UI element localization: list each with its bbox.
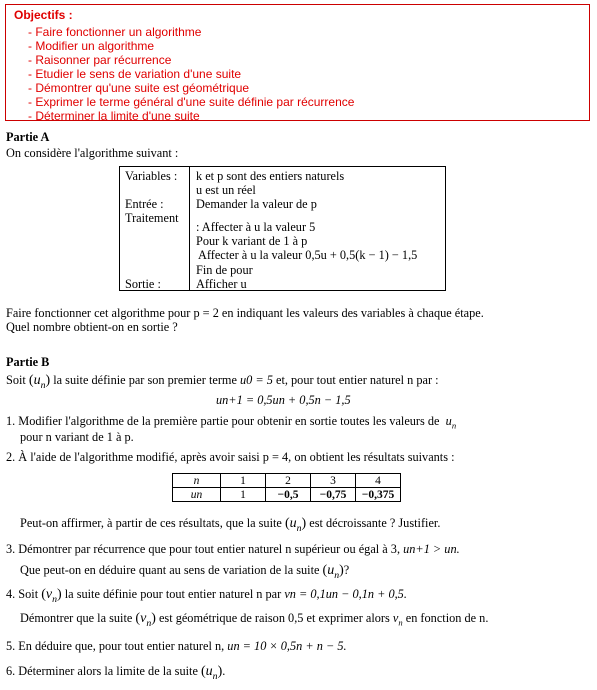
results-table [172,473,401,502]
algo-line: Demander la valeur de p [196,197,317,211]
algo-line: Pour k variant de 1 à p [196,234,308,248]
part-b-title: Partie B [6,355,50,369]
question-2: 2. À l'aide de l'algorithme modifié, après avoir saisi p = 4, on obtient les résultats suivants : [6,450,455,464]
sequence-u: $(u_n)$ [322,563,344,581]
algo-line: : Affecter à u la valeur 5 [196,220,316,234]
question-3b: Que peut-on en déduire quant au sens de variation de la suite $(u_n)$? [20,563,350,581]
question-2b-text: est décroissante ? Justifier. [309,516,441,530]
question-4-text: la suite définie pour tout entier naturel n par [64,587,282,601]
question-4b-text: Démontrer que la suite [20,611,133,625]
objective-item: - Déterminer la limite d'une suite [28,109,200,123]
algo-label-sortie: Sortie : [125,277,161,291]
question-3b-text: Que peut-on en déduire quant au sens de variation de la suite [20,563,320,577]
objective-item: - Modifier un algorithme [28,39,155,53]
question-6-text: 6. Déterminer alors la limite de la suite [6,664,198,678]
question-4b [20,611,488,629]
sequence-v: $(v_n)$ [41,587,62,605]
table-header-n: n [173,474,221,488]
intro-text: et, pour tout entier naturel n par : [276,373,439,387]
table-cell: 3 [311,474,356,488]
question-5 [6,639,347,654]
question-1-cont: pour n variant de 1 à p. [20,430,134,444]
intro-text: la suite définie par son premier terme [53,373,237,387]
objective-item: - Démontrer qu'une suite est géométrique [28,81,250,95]
algo-label-entree: Entrée : [125,197,164,211]
algo-line: u est un réel [196,183,256,197]
objective-item: - Faire fonctionner un algorithme [28,25,202,39]
algorithm-box [119,166,446,291]
sequence-v: $v_n$ [392,611,403,628]
part-a-title: Partie A [6,130,50,144]
table-cell: 1 [221,488,266,502]
algo-line: Afficher u [196,277,247,291]
question-4 [6,587,407,605]
sequence-v: $(v_n)$ [135,611,156,629]
sequence-u: $u_n$ [442,414,457,431]
algo-line: Affecter à u la valeur 0,5u + 0,5(k − 1) − 1,5 [198,248,418,262]
question-1-text: 1. Modifier l'algorithme de la première partie pour obtenir en sortie toutes les valeurs de [6,414,440,428]
question-4b-text: est géométrique de raison 0,5 et exprimer alors [158,611,390,625]
question-2b-text: Peut-on affirmer, à partir de ces résultats, que la suite [20,516,282,530]
question-6: 6. Déterminer alors la limite de la suite $(u_n)$. [6,664,226,682]
table-cell: −0,75 [311,488,356,502]
question-3-text: 3. Démontrer par récurrence que pour tout entier naturel n supérieur ou égal à 3, [6,542,401,556]
algo-label-variables: Variables : [125,169,178,183]
sequence-u: $(u_n)$ [200,664,223,682]
objective-item: - Exprimer le terme général d'une suite définie par récurrence [28,95,355,109]
algo-line: k et p sont des entiers naturels [196,169,345,183]
question-1 [6,414,456,430]
recurrence-formula: un+1 = 0,5un + 0,5n − 1,5 [216,393,351,407]
table-cell: 1 [221,474,266,488]
objectives-box [5,4,590,121]
part-a-intro: On considère l'algorithme suivant : [6,146,179,160]
table-row [173,474,401,488]
objectives-title: Objectifs : [14,8,73,22]
question-5-text: 5. En déduire que, pour tout entier naturel n, [6,639,225,653]
question-4-text: 4. Soit [6,587,39,601]
u0-formula: u0 = 5 [240,373,273,387]
algorithm-separator [189,167,190,290]
sequence-u: $(u_n)$ [284,516,307,534]
question-4-formula: vn = 0,1un − 0,1n + 0,5. [284,587,407,601]
objective-item: - Raisonner par récurrence [28,53,172,67]
question-2b [20,516,440,534]
part-a-question-1: Faire fonctionner cet algorithme pour p = 2 en indiquant les valeurs des variables à chaque étape. [6,306,484,320]
table-cell: −0,375 [356,488,401,502]
table-cell: 4 [356,474,401,488]
question-4b-text: en fonction de n. [405,611,489,625]
part-a-question-2: Quel nombre obtient-on en sortie ? [6,320,178,334]
question-3 [6,542,460,557]
table-row [173,488,401,502]
sequence-u: $(u_n)$ [28,373,51,391]
algo-label-traitement: Traitement [125,211,179,225]
intro-text: Soit [6,373,26,387]
table-cell: −0,5 [266,488,311,502]
algo-line: Fin de pour [196,263,253,277]
table-header-u: un [173,488,221,502]
table-cell: 2 [266,474,311,488]
part-b-intro [6,373,439,391]
objective-item: - Etudier le sens de variation d'une suite [28,67,242,81]
question-5-formula: un = 10 × 0,5n + n − 5. [227,639,347,653]
question-3-formula: un+1 > un. [403,542,460,556]
